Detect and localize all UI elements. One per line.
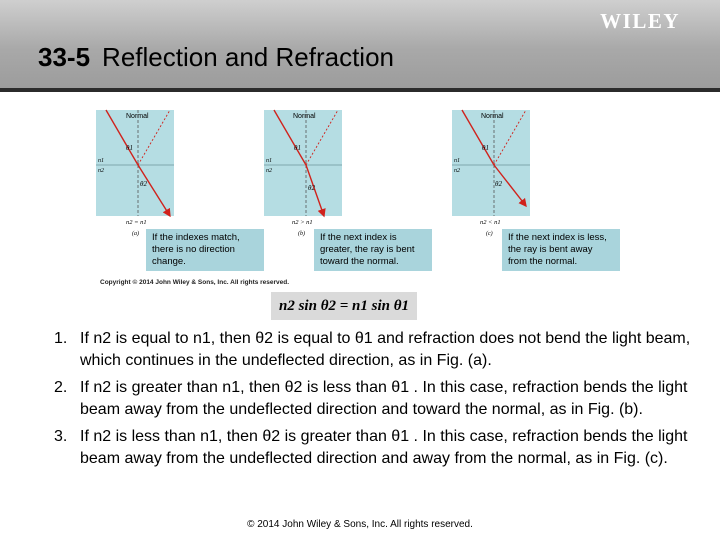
n1-label: n1	[98, 158, 104, 164]
panel-a-tag: (a)	[132, 231, 139, 237]
panel-c-condition: n2 < n1	[480, 219, 501, 226]
theta2-label: θ2	[140, 180, 147, 188]
list-number: 1.	[54, 330, 68, 347]
section-title: Reflection and Refraction	[102, 42, 394, 72]
page-title	[38, 42, 394, 73]
n2-label: n2	[98, 168, 104, 174]
list-item	[54, 328, 694, 372]
theta2-label: θ2	[495, 180, 502, 188]
panel-a	[96, 110, 174, 237]
normal-label: Normal	[481, 113, 504, 120]
panel-c	[452, 110, 530, 237]
theta1-label: θ1	[482, 144, 489, 152]
list-text: If n2 is equal to n1, then θ2 is equal to θ1 and refraction does not bend the light beam, which continues in the undeflected direction, as in Fig. (a).	[80, 330, 691, 369]
page-footer: © 2014 John Wiley & Sons, Inc. All rights reserved.	[247, 519, 473, 530]
list-item	[54, 426, 694, 470]
list-number: 2.	[54, 379, 68, 396]
callout-panel-c: If the next index is less, the ray is bent away from the normal.	[502, 229, 620, 271]
publisher-logo: WILEY	[600, 9, 680, 33]
n1-label: n1	[454, 158, 460, 164]
list-number: 3.	[54, 428, 68, 445]
panel-a-background	[96, 110, 174, 216]
panel-c-background	[452, 110, 530, 216]
panel-b-tag: (b)	[298, 231, 305, 237]
panel-b-background	[264, 110, 342, 216]
normal-label: Normal	[293, 113, 316, 120]
figure-copyright: Copyright © 2014 John Wiley & Sons, Inc. All rights reserved.	[100, 279, 290, 286]
n2-label: n2	[266, 168, 272, 174]
theta2-label: θ2	[308, 184, 315, 192]
snell-law-formula: n2 sin θ2 = n1 sin θ1	[271, 292, 417, 320]
n1-label: n1	[266, 158, 272, 164]
explanation-list	[54, 328, 694, 475]
list-item	[54, 377, 694, 421]
header-divider	[0, 88, 720, 92]
theta1-label: θ1	[126, 144, 133, 152]
panel-c-tag: (c)	[486, 231, 493, 237]
callout-panel-b: If the next index is greater, the ray is bent toward the normal.	[314, 229, 432, 271]
list-text: If n2 is less than n1, then θ2 is greater than θ1 . In this case, refraction bends the light beam away from the undeflected direction and away from the normal, as in Fig. (c).	[80, 428, 688, 467]
callout-panel-a: If the indexes match, there is no direction change.	[146, 229, 264, 271]
panel-b	[264, 110, 342, 237]
theta1-label: θ1	[294, 144, 301, 152]
normal-label: Normal	[126, 113, 149, 120]
panel-a-condition: n2 = n1	[126, 219, 147, 226]
list-text: If n2 is greater than n1, then θ2 is less than θ1 . In this case, refraction bends the light beam away from the undeflected direction and toward the normal, as in Fig. (b).	[80, 379, 688, 418]
n2-label: n2	[454, 168, 460, 174]
section-number: 33-5	[38, 42, 91, 72]
panel-b-condition: n2 > n1	[292, 219, 313, 226]
